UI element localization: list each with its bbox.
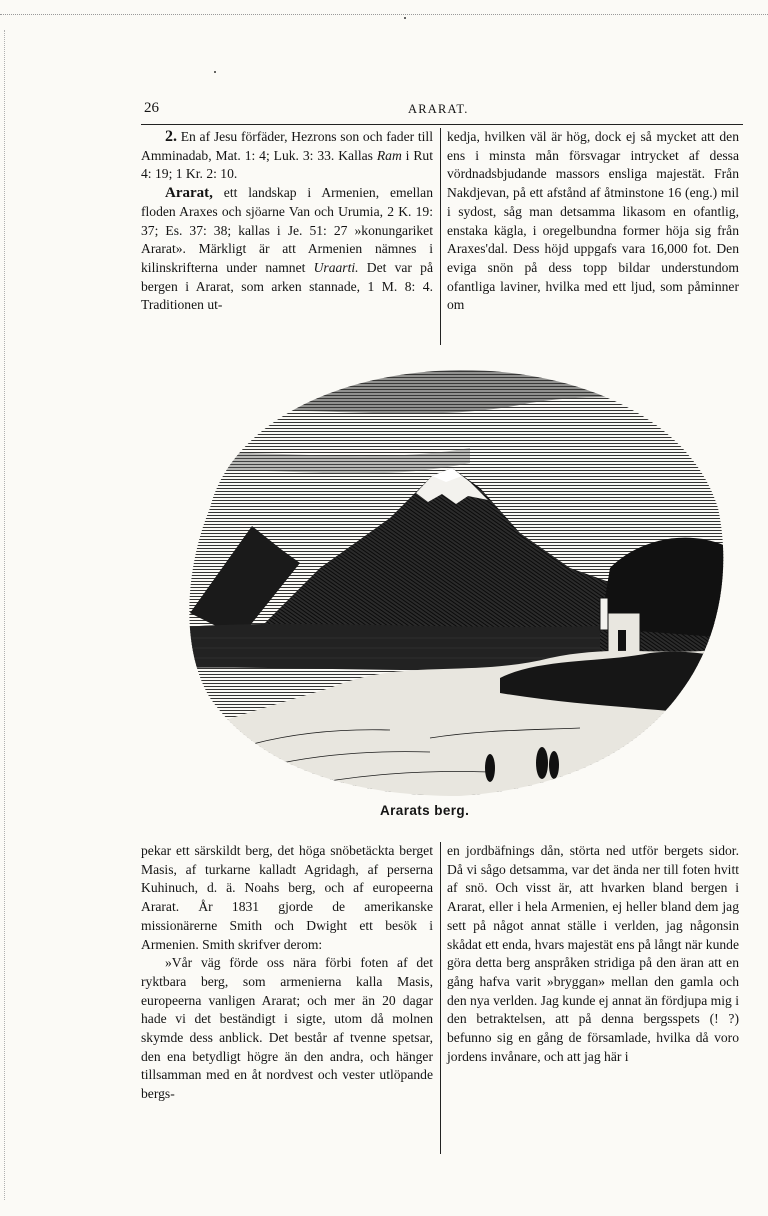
entry-number: 2.: [165, 128, 177, 145]
column-top-right: [447, 128, 739, 315]
column-divider-top: [440, 128, 441, 345]
figure-caption: Ararats berg.: [380, 803, 470, 818]
entry-headword: Ararat,: [165, 185, 213, 202]
entry-italic: Uraarti.: [313, 259, 359, 275]
entry-italic: Ram: [376, 147, 402, 163]
column-bottom-right: [447, 842, 739, 1066]
entry-text-end: i Rut 4: 19; 1 Kr. 2: 10.: [141, 147, 433, 182]
entry-text: En af Jesu förfäder, Hezrons son och fader till Amminadab, Mat. 1: 4; Luk. 3: 33. Kallas: [141, 129, 433, 163]
page-number: 26: [144, 100, 159, 116]
print-speck: [404, 17, 406, 19]
entry-text: ett landskap i Armenien, emellan floden Araxes och sjöarne Van och Urumia, 2 K. 19: 37; Es. 37: 38; kallas i Je. 51: 27 »konungariket Ararat». Märkligt är att Armenien nämnes i kilinskrifterna under namnet: [141, 185, 433, 275]
top-dotted-rule: [0, 14, 768, 15]
paragraph: pekar ett särskildt berg, det höga snöbetäckta berget Masis, af turkarne kalladt Agridagh, af perserna Kuhinuch, d. ä. Noahs berg, och af europeerna Ararat. År 1831 gjorde de amerikanske missionärerne Smith och Dwight ett besök i Armenien. Smith skrifver derom:: [141, 843, 433, 952]
entry-ararat: [141, 184, 433, 315]
print-speck: [214, 71, 216, 73]
paragraph: en jordbäfnings dån, störta ned utför bergets sidor. Då vi sågo detsamma, var det ända ner till foten hvitt af snö. Och visst är, att hvarken bland bergen i Ararat, eller i hela Armenien, ej heller bland dem jag sett på något annat ställe i verlden, jag någonsin skådat ett enda, hvars majestät ens på långt när kunde göra detta berg anspråken stridiga på den äran att en gång hafva varit »bryggan» mellan den gamla och den nya verlden. Jag kunde ej annat än fördjupa mig i den betraktelsen, att på denna bergsspets (! ?) befunno sig en gång de församlade, hvilka då voro jordens invånare, och att jag här i: [447, 843, 739, 1064]
entry-text-end: Det var på bergen i Ararat, som arken stannade, 1 M. 8: 4. Traditionen ut-: [141, 259, 434, 313]
paragraph: kedja, hvilken väl är hög, dock ej så mycket att den ens i minsta mån försvagar intrycket af dessa vördnadsbjudande massors ensliga majestät. Från Nakdjevan, på ett afstånd af åtminstone 16 (eng.) mil i sydost, såg man detsamma likasom en ofantlig, enstaka kägla, i oregelbundna former höja sig från Araxes'dal. Dess höjd uppgafs vara 16,000 fot. Den eviga snön på dess topp bildar understundom ofantliga laviner, hvilka med ett ljud, som påminner om: [447, 129, 739, 313]
column-bottom-left: [141, 842, 433, 1104]
ararat-engraving: [170, 358, 730, 798]
running-head: ARARAT.: [408, 102, 469, 116]
column-divider-bottom: [440, 842, 441, 1154]
entry-hezron: [141, 128, 433, 184]
column-top-left: [141, 128, 433, 315]
paragraph: »Vår väg förde oss nära förbi foten af det ryktbara berg, som armenierna kalla Masis, europeerna vanligen Ararat; och mer än 20 dagar hade vi det beständigt i sigte, utom då molnen skymde dess anblick. Det består af tvenne spetsar, den ena betydligt högre än den andra, och hänger tillsamman med en åt nordvest och vester utlöpande bergs-: [141, 955, 433, 1102]
left-margin-edge: [4, 30, 5, 1200]
header-rule: [141, 124, 743, 125]
